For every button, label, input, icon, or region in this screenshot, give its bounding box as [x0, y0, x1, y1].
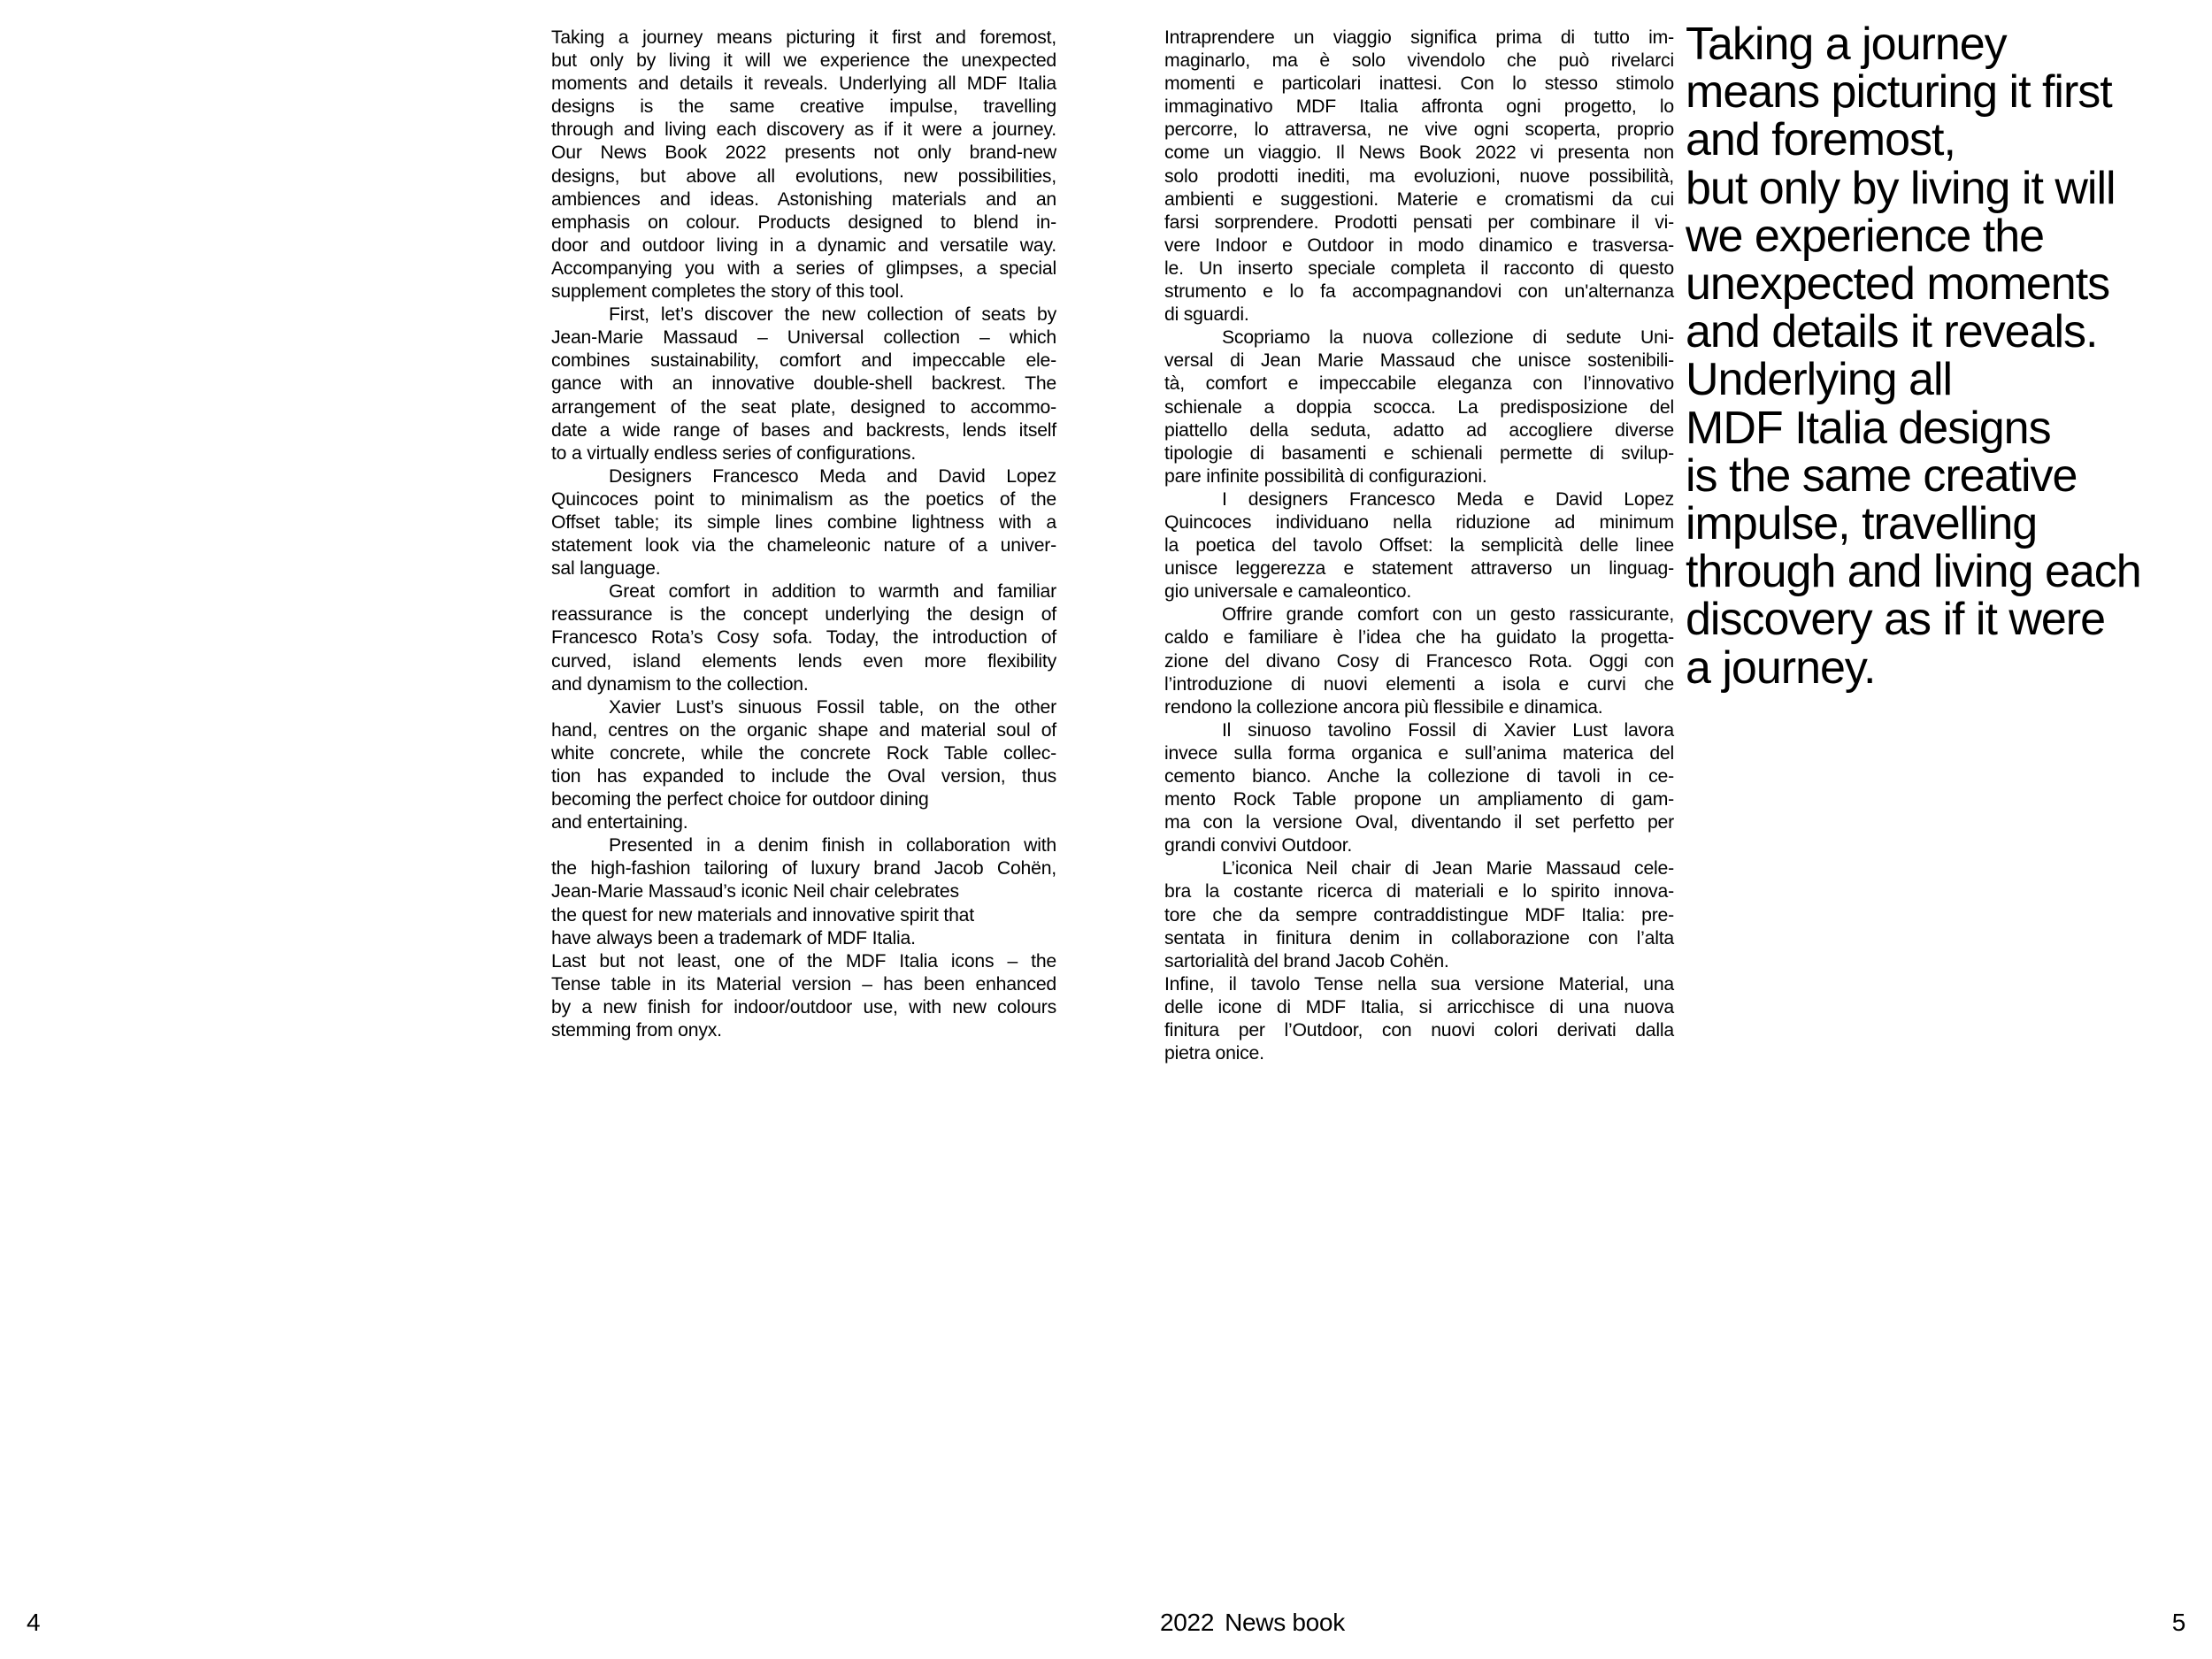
display-quote-line: and details it reveals.: [1686, 306, 2098, 358]
text-line: supplement completes the story of this tool.: [551, 281, 904, 303]
text-line: stemming from onyx.: [551, 1020, 722, 1041]
text-line: door and outdoor living in a dynamic and versatile way.: [551, 234, 1056, 256]
text-line: and dynamism to the collection.: [551, 673, 809, 695]
text-line: to a virtually endless series of configurations.: [551, 442, 917, 464]
text-line: momenti e particolari inattesi. Con lo stesso stimolo: [1164, 73, 1674, 95]
text-line: Great comfort in addition to warmth and familiar: [609, 581, 1056, 603]
text-line: Francesco Rota’s Cosy sofa. Today, the introduction of: [551, 627, 1056, 649]
paragraph: [1164, 857, 1674, 972]
text-line: caldo e familiare è l’idea che ha guidato la progetta-: [1164, 627, 1674, 649]
page-number-right: 5: [2171, 1609, 2185, 1636]
display-quote-line: discovery as if it were: [1686, 594, 2106, 646]
paragraph: [1164, 973, 1674, 1065]
text-line: white concrete, while the concrete Rock Table collec-: [551, 742, 1056, 764]
italian-text-column: [1164, 27, 1674, 1065]
text-line: Last but not least, one of the MDF Italia icons – the: [551, 950, 1056, 972]
display-quote: [1686, 20, 2209, 692]
text-line: pietra onice.: [1164, 1043, 1264, 1064]
text-line: percorre, lo attraversa, ne vive ogni scoperta, proprio: [1164, 119, 1674, 141]
text-line: but only by living it will we experience the unexpected: [551, 50, 1056, 72]
text-line: hand, centres on the organic shape and material soul of: [551, 719, 1056, 741]
text-line: through and living each discovery as if it were a journey.: [551, 119, 1056, 141]
text-line: l’introduzione di nuovi elementi a isola e curvi che: [1164, 673, 1674, 695]
display-quote-line: unexpected moments: [1686, 258, 2110, 311]
text-line: le. Un inserto speciale completa il racconto di questo: [1164, 257, 1674, 279]
text-line: grandi convivi Outdoor.: [1164, 835, 1353, 856]
text-line: rendono la collezione ancora più flessibile e dinamica.: [1164, 696, 1603, 718]
text-line: I designers Francesco Meda e David Lopez: [1222, 488, 1674, 510]
display-quote-line: is the same creative: [1686, 449, 2078, 502]
text-line: ma con la versione Oval, diventando il set perfetto per: [1164, 812, 1674, 833]
paragraph: [551, 696, 1056, 835]
text-line: Jean-Marie Massaud’s iconic Neil chair celebrates: [551, 881, 959, 902]
text-line: Quincoces point to minimalism as the poetics of the: [551, 488, 1056, 510]
text-line: tore che da sempre contraddistingue MDF Italia: pre-: [1164, 904, 1674, 926]
text-line: bra la costante ricerca di materiali e lo spirito innova-: [1164, 881, 1674, 902]
text-line: invece sulla forma organica e sull’anima materica del: [1164, 742, 1674, 764]
text-line: ambienti e suggestioni. Materie e cromatismi da cui: [1164, 188, 1674, 210]
text-line: Offrire grande comfort con un gesto rassicurante,: [1222, 604, 1674, 626]
footer-year: 2022: [1160, 1609, 1215, 1636]
text-line: by a new finish for indoor/outdoor use, with new colours: [551, 996, 1056, 1018]
text-line: Intraprendere un viaggio significa prima di tutto im-: [1164, 27, 1674, 48]
text-line: la poetica del tavolo Offset: la semplicità delle linee: [1164, 535, 1674, 557]
paragraph: [1164, 488, 1674, 603]
text-line: schienale a doppia scocca. La predisposizione del: [1164, 396, 1674, 418]
text-line: Il sinuoso tavolino Fossil di Xavier Lust lavora: [1222, 719, 1674, 741]
text-line: tà, comfort e impeccabile eleganza con l’innovativo: [1164, 373, 1674, 395]
text-line: sartorialità del brand Jacob Cohën.: [1164, 950, 1449, 972]
display-quote-line: impulse, travelling: [1686, 498, 2038, 550]
display-quote-line: and foremost,: [1686, 114, 1955, 166]
text-line: versal di Jean Marie Massaud che unisce sostenibili-: [1164, 350, 1674, 372]
text-line: emphasis on colour. Products designed to blend in-: [551, 211, 1056, 233]
display-quote-line: through and living each: [1686, 546, 2141, 598]
text-line: maginarlo, ma è solo vivendolo che può rivelarci: [1164, 50, 1674, 72]
text-line: date a wide range of bases and backrests, lends itself: [551, 419, 1056, 441]
paragraph: [1164, 719, 1674, 858]
paragraph: [551, 465, 1056, 580]
display-quote-line: Taking a journey: [1686, 19, 2007, 70]
text-line: zione del divano Cosy di Francesco Rota. Oggi con: [1164, 650, 1674, 672]
text-line: combines sustainability, comfort and impeccable ele-: [551, 350, 1056, 372]
text-line: tipologie di basamenti e schienali permette di svilup-: [1164, 442, 1674, 464]
paragraph: [551, 27, 1056, 303]
page-number-left: 4: [27, 1609, 41, 1636]
text-line: designs, but above all evolutions, new possibilities,: [551, 165, 1056, 187]
display-quote-line: MDF Italia designs: [1686, 402, 2051, 454]
paragraph: [551, 303, 1056, 465]
display-quote-line: means picturing it first: [1686, 66, 2112, 119]
text-line: the quest for new materials and innovative spirit that: [551, 904, 974, 926]
text-line: di sguardi.: [1164, 304, 1249, 326]
display-quote-line: Underlying all: [1686, 354, 1953, 406]
text-line: Offset table; its simple lines combine lightness with a: [551, 511, 1056, 533]
paragraph: [1164, 326, 1674, 488]
text-line: becoming the perfect choice for outdoor dining: [551, 789, 929, 810]
text-line: First, let’s discover the new collection of seats by: [609, 304, 1056, 326]
text-line: tion has expanded to include the Oval version, thus: [551, 766, 1056, 787]
paragraph: [1164, 603, 1674, 718]
english-text-column: [551, 27, 1056, 1042]
text-line: curved, island elements lends even more flexibility: [551, 650, 1056, 672]
text-line: arrangement of the seat plate, designed to accommo-: [551, 396, 1056, 418]
text-line: moments and details it reveals. Underlying all MDF Italia: [551, 73, 1056, 95]
text-line: strumento e lo fa accompagnandovi con un'alternanza: [1164, 281, 1674, 303]
text-line: vere Indoor e Outdoor in modo dinamico e trasversa-: [1164, 234, 1674, 256]
text-line: gio universale e camaleontico.: [1164, 581, 1412, 603]
paragraph: [551, 834, 1056, 949]
text-line: reassurance is the concept underlying the design of: [551, 604, 1056, 626]
text-line: ambiences and ideas. Astonishing materials and an: [551, 188, 1056, 210]
text-line: and entertaining.: [551, 812, 688, 833]
text-line: Taking a journey means picturing it first and foremost,: [551, 27, 1056, 48]
text-line: Designers Francesco Meda and David Lopez: [609, 465, 1056, 487]
text-line: Presented in a denim finish in collaboration with: [609, 835, 1056, 856]
paragraph: [551, 580, 1056, 695]
text-line: designs is the same creative impulse, travelling: [551, 96, 1056, 118]
text-line: sal language.: [551, 558, 661, 580]
display-quote-line: a journey.: [1686, 641, 1876, 694]
footer-imprint: [1160, 1610, 1345, 1635]
text-line: Scopriamo la nuova collezione di sedute Uni-: [1222, 327, 1674, 349]
text-line: Infine, il tavolo Tense nella sua versione Material, una: [1164, 973, 1674, 995]
text-line: piattello della seduta, adatto ad accogliere diverse: [1164, 419, 1674, 441]
text-line: finitura per l’Outdoor, con nuovi colori derivati dalla: [1164, 1020, 1674, 1041]
text-line: cemento bianco. Anche la collezione di tavoli in ce-: [1164, 766, 1674, 787]
text-line: Tense table in its Material version – has been enhanced: [551, 973, 1056, 995]
text-line: the high-fashion tailoring of luxury brand Jacob Cohën,: [551, 858, 1056, 879]
display-quote-line: we experience the: [1686, 210, 2045, 262]
text-line: L’iconica Neil chair di Jean Marie Massaud cele-: [1222, 858, 1674, 879]
text-line: Jean-Marie Massaud – Universal collection – which: [551, 327, 1056, 349]
text-line: Quincoces individuano nella riduzione ad minimum: [1164, 511, 1674, 533]
text-line: solo prodotti inediti, ma evoluzioni, nuove possibilità,: [1164, 165, 1674, 187]
text-line: delle icone di MDF Italia, si arricchisce di una nuova: [1164, 996, 1674, 1018]
text-line: Xavier Lust’s sinuous Fossil table, on the other: [609, 696, 1056, 718]
text-line: farsi sorprendere. Prodotti pensati per combinare il vi-: [1164, 211, 1674, 233]
text-line: mento Rock Table propone un ampliamento di gam-: [1164, 789, 1674, 810]
paragraph: [551, 950, 1056, 1042]
text-line: Accompanying you with a series of glimpses, a special: [551, 257, 1056, 279]
text-line: have always been a trademark of MDF Italia.: [551, 927, 916, 949]
text-line: immaginativo MDF Italia affronta ogni progetto, lo: [1164, 96, 1674, 118]
display-quote-line: but only by living it will: [1686, 162, 2116, 214]
text-line: come un viaggio. Il News Book 2022 vi presenta non: [1164, 142, 1674, 164]
paragraph: [1164, 27, 1674, 326]
text-line: statement look via the chameleonic nature of a univer-: [551, 535, 1056, 557]
text-line: unisce leggerezza e statement attraverso un linguag-: [1164, 558, 1674, 580]
text-line: gance with an innovative double-shell backrest. The: [551, 373, 1056, 395]
text-line: pare infinite possibilità di configurazioni.: [1164, 465, 1487, 487]
text-line: Our News Book 2022 presents not only brand-new: [551, 142, 1056, 164]
text-line: sentata in finitura denim in collaborazione con l’alta: [1164, 927, 1674, 949]
footer-book-title: News book: [1225, 1609, 1345, 1636]
